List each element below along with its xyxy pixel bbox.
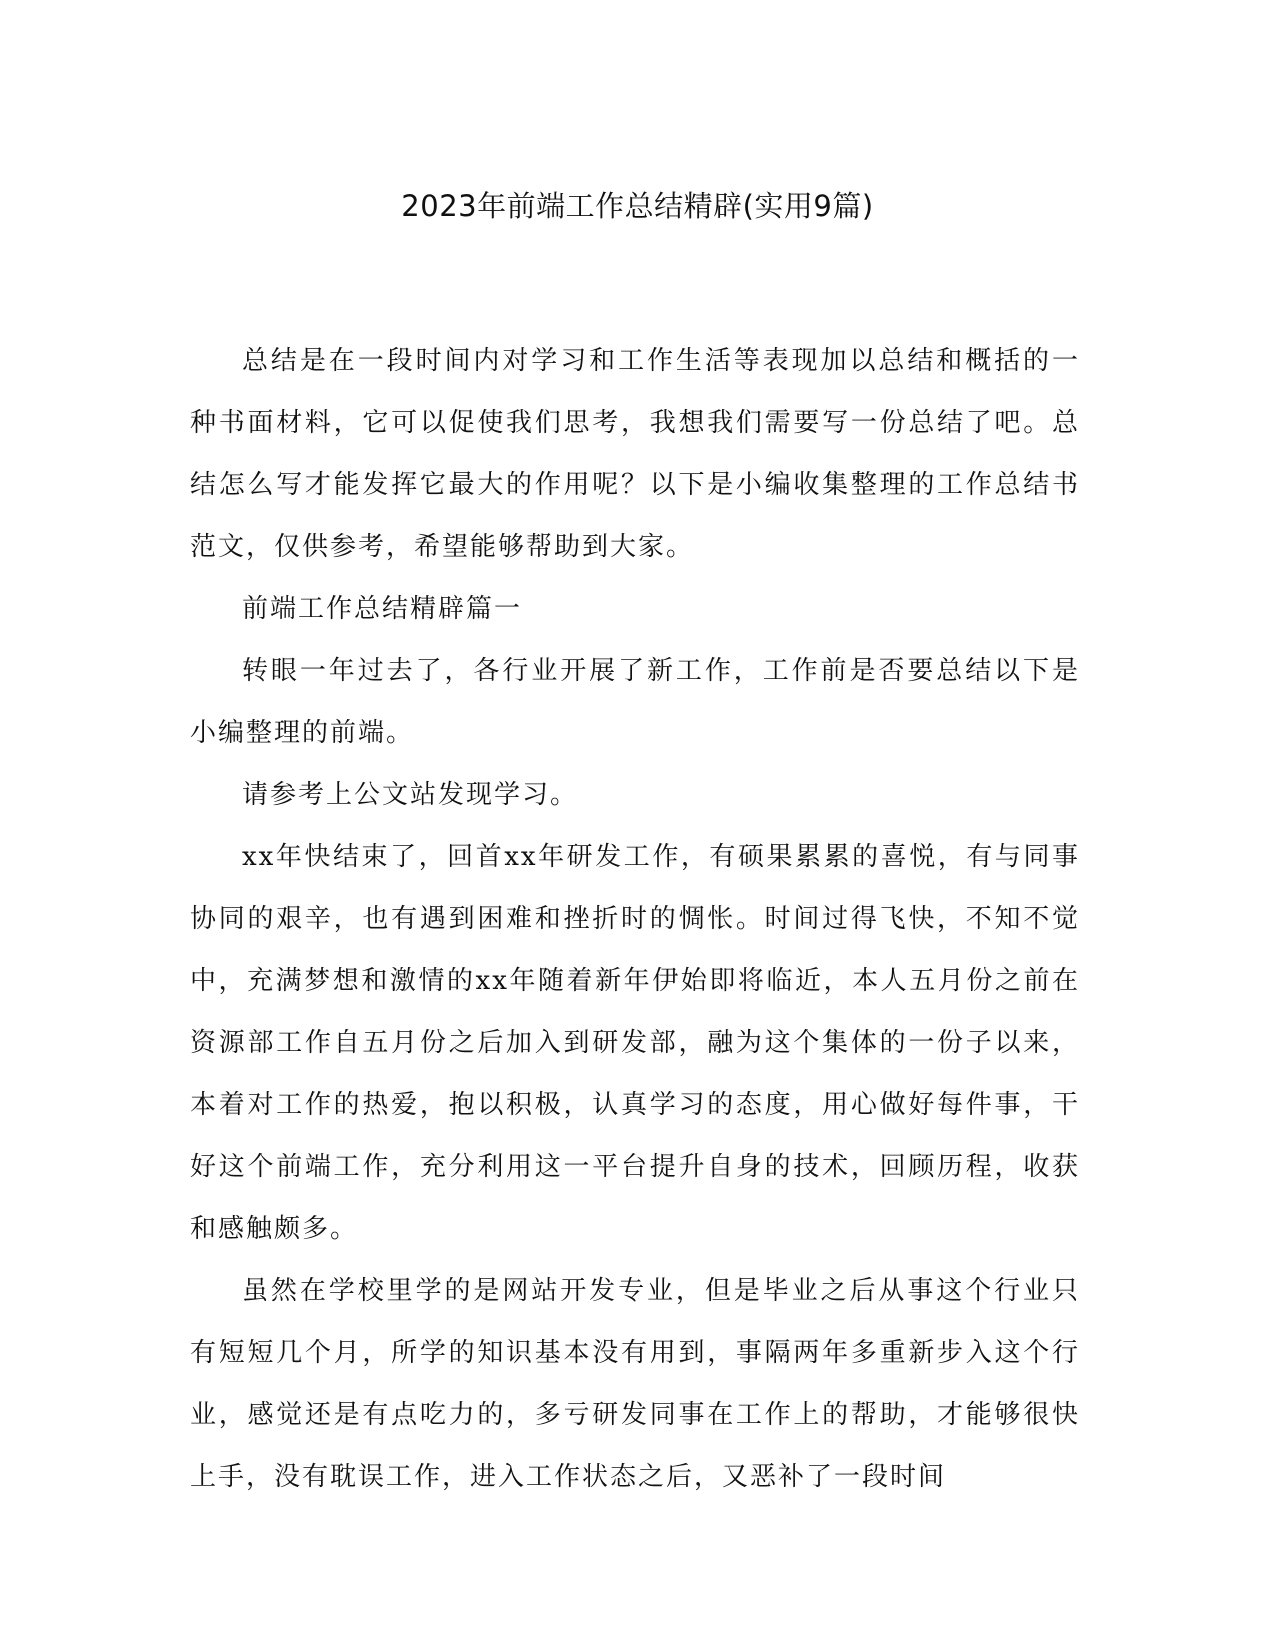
document-title: 2023年前端工作总结精辟(实用9篇) xyxy=(401,189,874,223)
paragraph: xx年快结束了，回首xx年研发工作，有硕果累累的喜悦，有与同事协同的艰辛，也有遇到困难和挫折时的惆怅。时间过得飞快，不知不觉中，充满梦想和激情的xx年随着新年伊始即将临近，本人五月份之前在资源部工作自五月份之后加入到研发部，融为这个集体的一份子以来，本着对工作的热爱，抱以积极，认真学习的态度，用心做好每件事，干好这个前端工作，充分利用这一平台提升自身的技术，回顾历程，收获和感触颇多。 xyxy=(190,842,1080,1244)
paragraph: 转眼一年过去了，各行业开展了新工作，工作前是否要总结以下是小编整理的前端。 xyxy=(190,656,1080,748)
paragraph: 虽然在学校里学的是网站开发专业，但是毕业之后从事这个行业只有短短几个月，所学的知识基本没有用到，事隔两年多重新步入这个行业，感觉还是有点吃力的，多亏研发同事在工作上的帮助，才能够很快上手，没有耽误工作，进入工作状态之后，又恶补了一段时间 xyxy=(190,1276,1080,1492)
paragraph-intro: 总结是在一段时间内对学习和工作生活等表现加以总结和概括的一种书面材料，它可以促使我们思考，我想我们需要写一份总结了吧。总结怎么写才能发挥它最大的作用呢？以下是小编收集整理的工作总结书范文，仅供参考，希望能够帮助到大家。 xyxy=(190,346,1080,562)
document-body xyxy=(190,330,1080,1508)
section-heading: 前端工作总结精辟篇一 xyxy=(242,594,523,624)
paragraph: 请参考上公文站发现学习。 xyxy=(242,780,579,810)
